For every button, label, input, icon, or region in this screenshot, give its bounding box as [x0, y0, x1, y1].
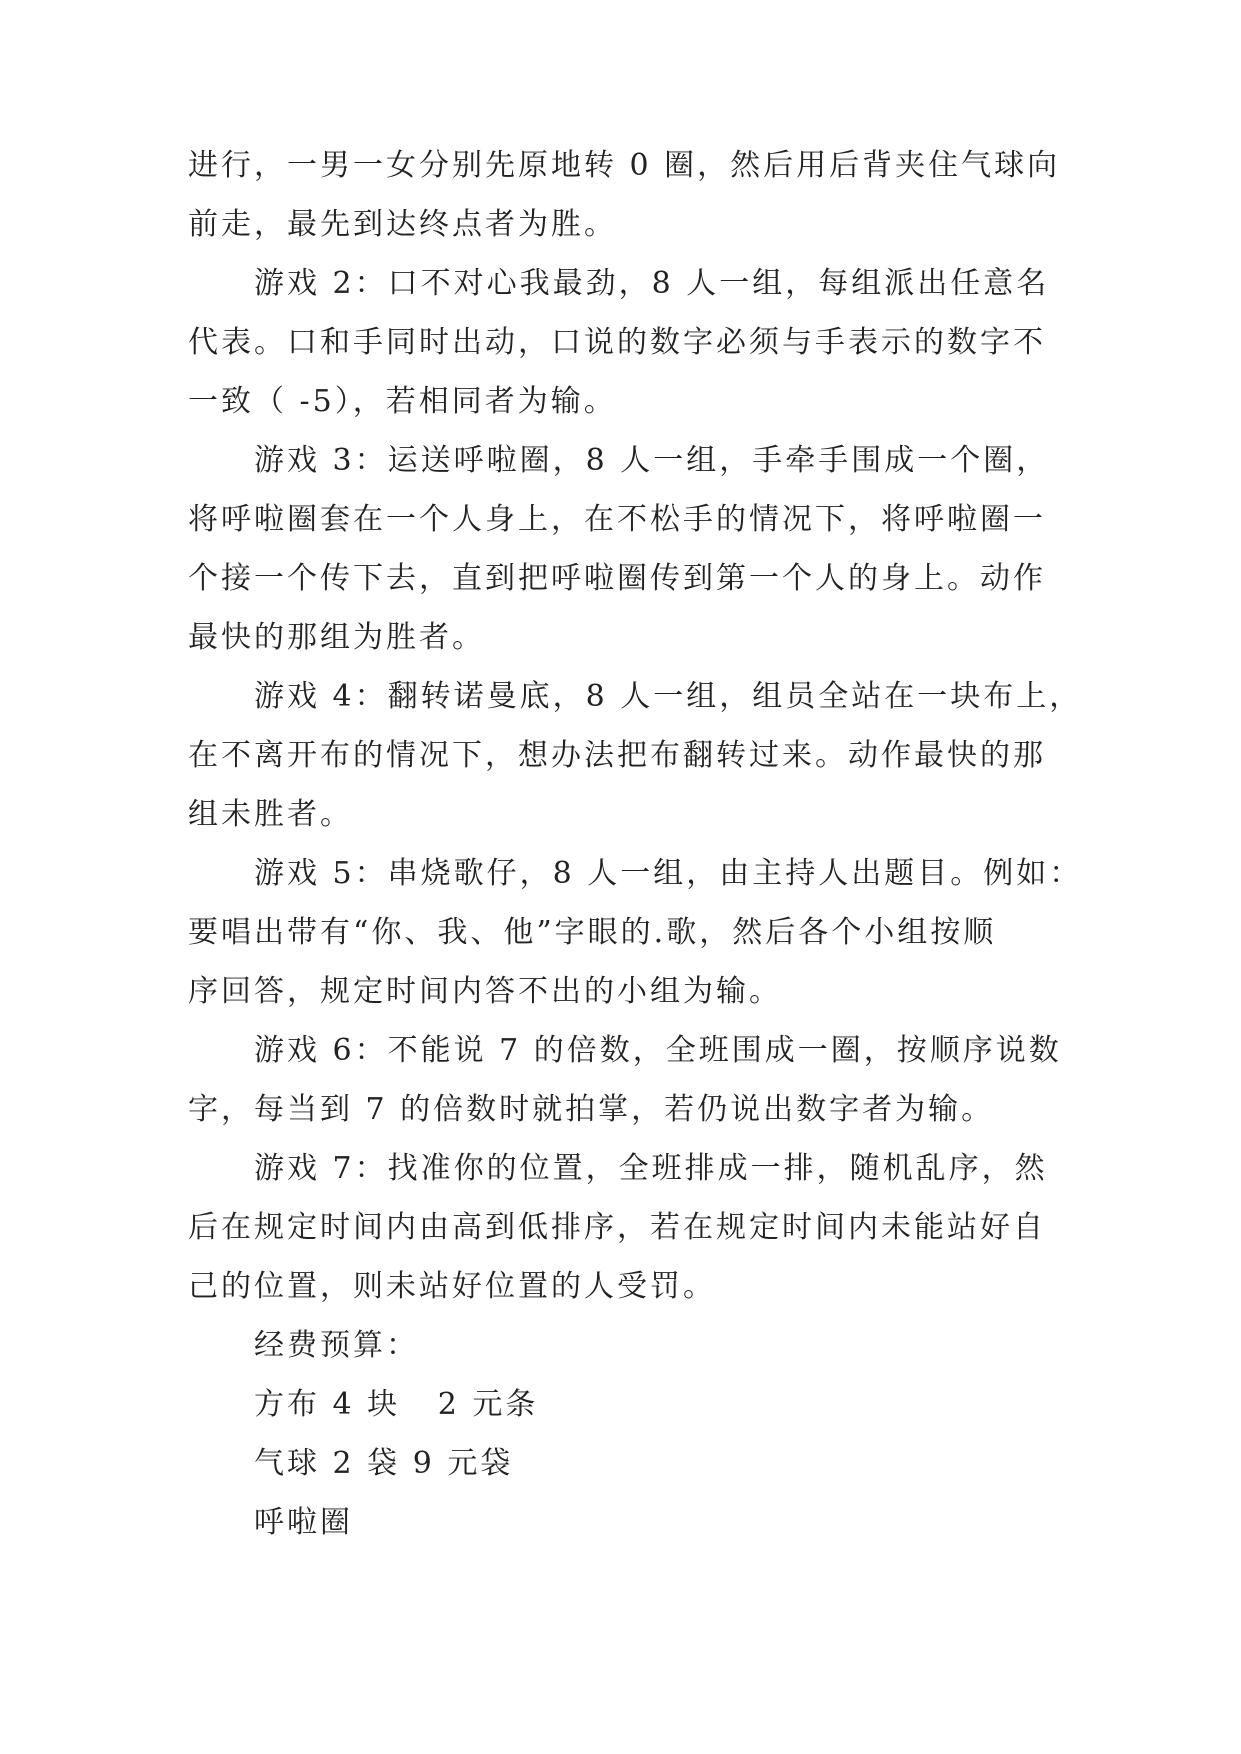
paragraph-line: 后在规定时间内由高到低排序，若在规定时间内未能站好自: [188, 1210, 1046, 1245]
paragraph-line: 代表。口和手同时出动，口说的数字必须与手表示的数字不: [188, 325, 1046, 360]
paragraph-line: 游戏 5：串烧歌仔，8 人一组，由主持人出题目。例如：: [254, 856, 1083, 891]
budget-item: 呼啦圈: [254, 1505, 353, 1540]
paragraph-line: 序回答，规定时间内答不出的小组为输。: [188, 974, 782, 1009]
paragraph-line: 游戏 2：口不对心我最劲，8 人一组，每组派出任意名: [254, 266, 1050, 301]
paragraph-line: 个接一个传下去，直到把呼啦圈传到第一个人的身上。动作: [188, 561, 1046, 596]
paragraph-line: 进行，一男一女分别先原地转 0 圈，然后用后背夹住气球向: [188, 148, 1061, 183]
paragraph-line: 前走，最先到达终点者为胜。: [188, 207, 617, 242]
paragraph-line: 最快的那组为胜者。: [188, 620, 485, 655]
paragraph-line: 字，每当到 7 的倍数时就拍掌，若仍说出数字者为输。: [188, 1092, 995, 1127]
paragraph-line: 游戏 3：运送呼啦圈，8 人一组，手牵手围成一个圈，: [254, 443, 1050, 478]
paragraph-line: 一致（ -5），若相同者为输。: [188, 384, 617, 419]
paragraph-line: 将呼啦圈套在一个人身上，在不松手的情况下，将呼啦圈一: [188, 502, 1046, 537]
paragraph-line: 要唱出带有“你、我、他”字眼的.歌，然后各个小组按顺: [188, 915, 997, 950]
paragraph-line: 己的位置，则未站好位置的人受罚。: [188, 1269, 716, 1304]
paragraph-line: 游戏 6：不能说 7 的倍数，全班围成一圈，按顺序说数: [254, 1033, 1062, 1068]
paragraph-line: 组未胜者。: [188, 797, 353, 832]
paragraph-line: 在不离开布的情况下，想办法把布翻转过来。动作最快的那: [188, 738, 1046, 773]
paragraph-line: 游戏 4：翻转诺曼底，8 人一组，组员全站在一块布上，: [254, 679, 1083, 714]
budget-heading: 经费预算：: [254, 1328, 419, 1363]
budget-item: 方布 4 块 2 元条: [254, 1387, 539, 1422]
budget-item: 气球 2 袋 9 元袋: [254, 1446, 514, 1481]
paragraph-line: 游戏 7：找准你的位置，全班排成一排，随机乱序，然: [254, 1151, 1048, 1186]
